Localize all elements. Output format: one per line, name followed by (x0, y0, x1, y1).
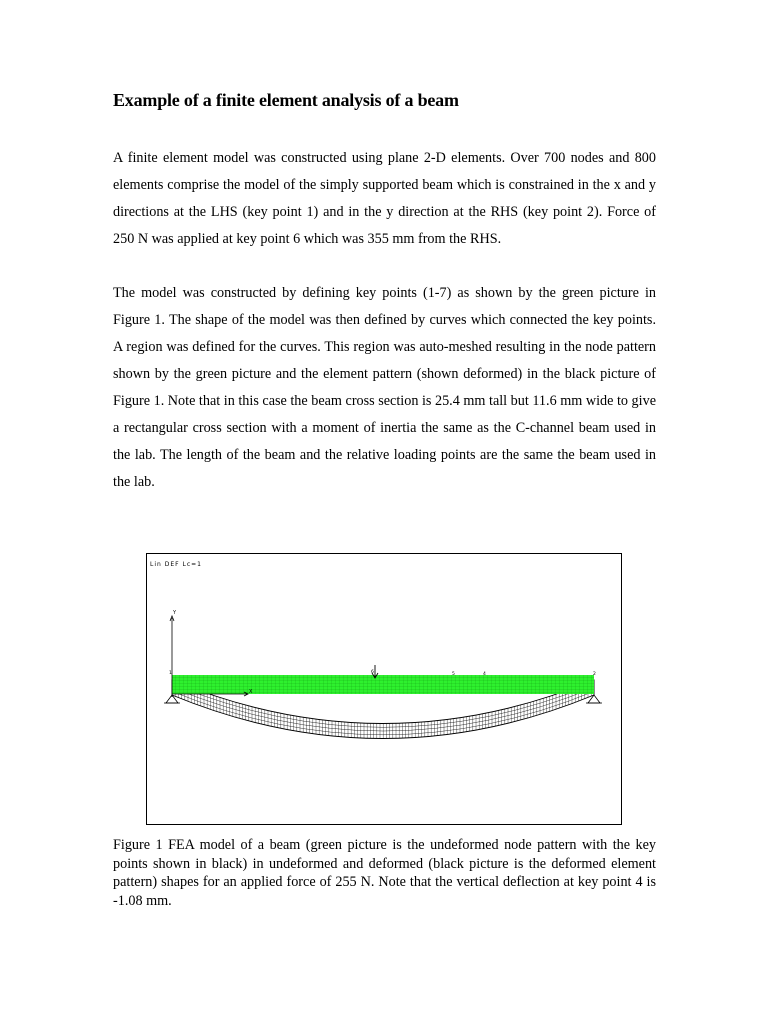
keypoint-label-6: 6 (371, 670, 374, 675)
figure-caption: Figure 1 FEA model of a beam (green picture is the undeformed node pattern with the key points shown in black) in undeformed and deformed (black picture is the deformed element pattern) shapes for an applied force of 255 N. Note that the vertical deflection at key point 4 is -1.08 mm. (113, 837, 656, 909)
keypoint-label-4: 4 (483, 672, 486, 677)
figure-fea-beam (146, 553, 622, 825)
fea-plot (147, 554, 621, 824)
keypoint-label-5: 5 (452, 672, 455, 677)
x-axis-label: X (249, 689, 253, 695)
y-axis-label: Y (173, 610, 177, 616)
paragraph-model-description: A finite element model was constructed using plane 2-D elements. Over 700 nodes and 800 elements comprise the model of the simply supported beam which is constrained in the x and y directions at the LHS (key point 1) and in the y direction at the RHS (key point 2). Force of 250 N was applied at key point 6 which was 355 mm from the RHS. (113, 150, 656, 247)
plot-header-label: Lin DEF Lc=1 (150, 561, 202, 568)
paragraph-construction: The model was constructed by defining key points (1-7) as shown by the green picture in Figure 1. The shape of the model was then defined by curves which connected the key points. A region was defined for the curves. This region was auto-meshed resulting in the node pattern shown by the green picture and the element pattern (shown deformed) in the black picture of Figure 1. Note that in this case the beam cross section is 25.4 mm tall but 11.6 mm wide to give a rectangular cross section with a moment of inertia the same as the C-channel beam used in the lab. The length of the beam and the relative loading points are the same the beam used in the lab. (113, 285, 656, 490)
undeformed-node-pattern (172, 675, 594, 694)
keypoint-label-2: 2 (593, 672, 596, 677)
page-title: Example of a finite element analysis of a beam (113, 90, 459, 110)
keypoint-label-1: 1 (169, 671, 172, 676)
